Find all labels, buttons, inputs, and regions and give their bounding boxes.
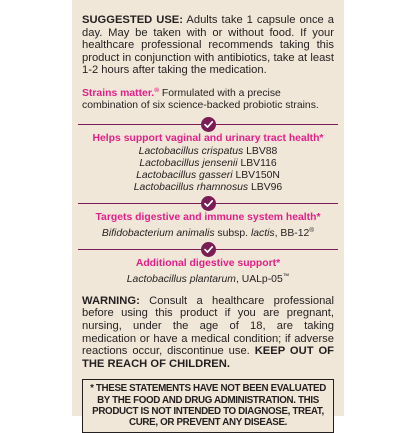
suggested-use-text: Adults take 1 capsule once a day. May be taken with or without food. If your healthcare professional recommends taking this product in conjunction with antibiotics, take at least 1-2 hours after taking the medication. — [82, 14, 334, 77]
strain-line: Lactobacillus plantarum, UALp-05™ — [126, 272, 290, 285]
checkmark-circle-icon — [201, 242, 216, 257]
checkmark-circle-icon — [201, 196, 216, 211]
suggested-use-heading: SUGGESTED USE: — [82, 14, 183, 26]
benefit-group-digestive-immune — [82, 212, 334, 240]
strains-matter — [82, 85, 334, 113]
strain-line: Lactobacillus rhamnosus LBV96 — [133, 181, 283, 193]
fda-disclaimer-box — [82, 379, 334, 433]
benefit-heading: Targets digestive and immune system health* — [95, 211, 321, 223]
warning — [82, 295, 334, 371]
strain-line: Lactobacillus jensenii LBV116 — [139, 157, 277, 169]
benefit-group-additional-digestive — [82, 258, 334, 286]
strain-line: Bifidobacterium animalis subsp. lactis, BB-12® — [101, 226, 315, 239]
suggested-use — [82, 14, 334, 77]
registered-mark: ® — [154, 86, 159, 94]
trademark-mark: ™ — [282, 272, 290, 280]
divider — [78, 117, 338, 132]
warning-text: Consult a healthcare professional before using this product if you are pregnant, nursing, under the age of 18, are taking medication or have a medical condition; if adverse reactions occur, discontinue use. — [82, 294, 334, 358]
registered-mark: ® — [309, 226, 315, 234]
warning-emphasis: KEEP OUT OF THE REACH OF CHILDREN. — [82, 345, 334, 370]
strains-heading: Strains matter.® — [82, 86, 159, 99]
strain-line: Lactobacillus gasseri LBV150N — [136, 169, 280, 181]
benefit-group-vaginal-urinary — [82, 133, 334, 194]
divider — [78, 242, 338, 257]
divider — [78, 196, 338, 211]
benefit-heading: Helps support vaginal and urinary tract health* — [92, 132, 324, 144]
strains-text: Formulated with a precise combination of six science-backed probiotic strains. — [82, 87, 319, 112]
fda-disclaimer-text: * THESE STATEMENTS HAVE NOT BEEN EVALUATED BY THE FOOD AND DRUG ADMINISTRATION. THIS PRODUCT IS NOT INTENDED TO DIAGNOSE, TREAT, CURE, OR PREVENT ANY DISEASE. — [90, 383, 326, 428]
label-panel — [72, 0, 344, 428]
checkmark-circle-icon — [201, 117, 216, 132]
warning-heading: WARNING: — [82, 294, 140, 307]
benefit-heading: Additional digestive support* — [135, 257, 281, 269]
strain-line: Lactobacillus crispatus LBV88 — [138, 145, 278, 157]
